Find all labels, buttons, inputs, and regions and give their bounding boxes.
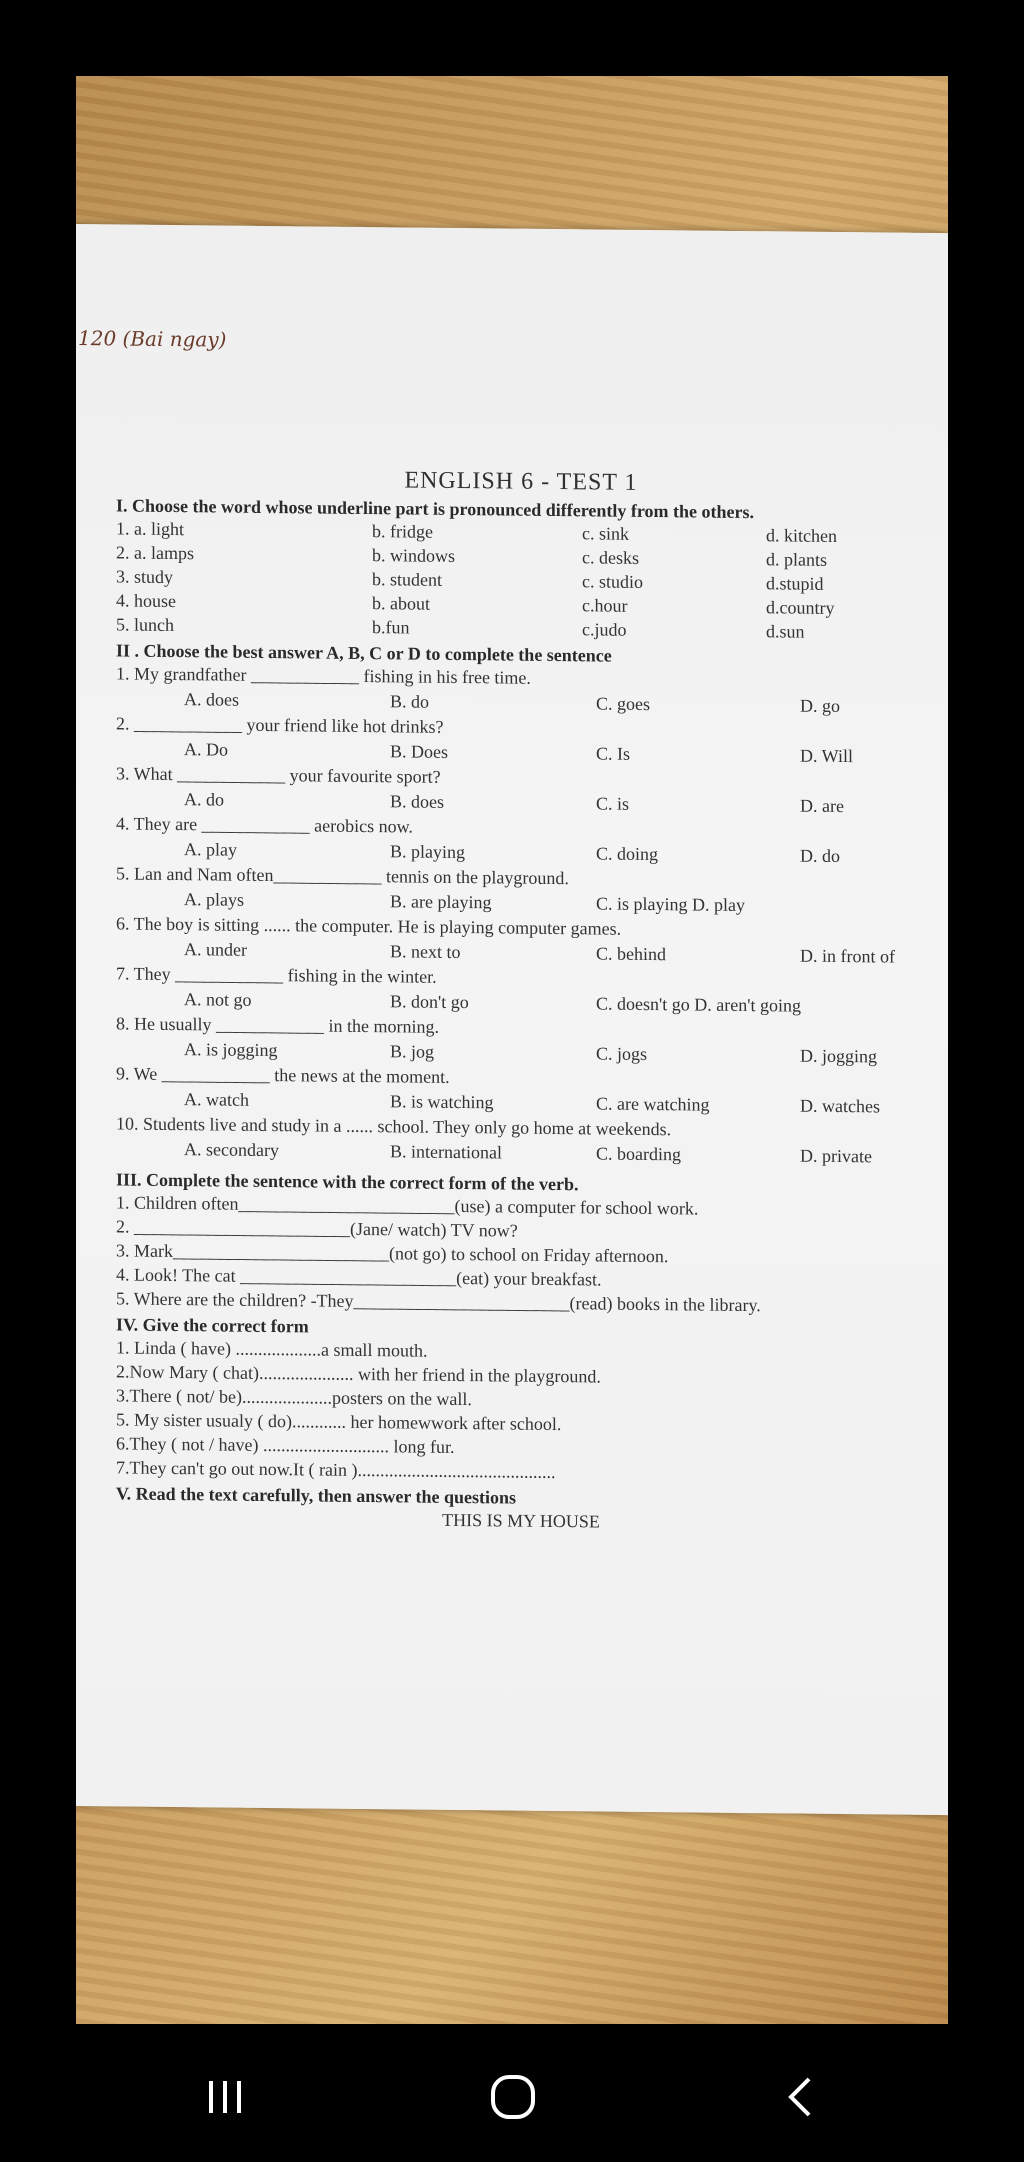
exercise-line: 5. Where are the children? -They________________________(read) books in the library. (116, 1288, 761, 1316)
answer-option: C. doing (596, 843, 659, 865)
answer-option: A. do (184, 789, 224, 810)
question-text: 2. ____________ your friend like hot drinks? (116, 713, 444, 737)
recent-apps-icon (203, 2077, 247, 2117)
answer-option: C. jogs (596, 1043, 648, 1064)
answer-option: C. is playing D. play (596, 893, 745, 916)
exercise-line: 5. My sister usualy ( do)............ her homewwork after school. (116, 1409, 562, 1435)
answer-option: B. next to (390, 941, 461, 963)
handwritten-note: 120 (Bai ngay) (78, 326, 227, 352)
answer-option: B. don't go (390, 991, 469, 1013)
answer-option: D. in front of (800, 945, 895, 967)
word-option: c. sink (582, 523, 629, 544)
recent-apps-button[interactable] (180, 2062, 270, 2132)
document-photo (76, 76, 948, 2024)
exercise-line: 3. Mark________________________(not go) to school on Friday afternoon. (116, 1240, 669, 1267)
test-title: ENGLISH 6 - TEST 1 (404, 467, 638, 496)
answer-option: B. do (390, 691, 430, 712)
answer-option: C. boarding (596, 1143, 681, 1165)
answer-option: A. plays (184, 889, 244, 910)
answer-option: B. are playing (390, 891, 492, 913)
answer-option: B. does (390, 791, 444, 812)
section-1-rows (116, 518, 926, 646)
answer-option: A. is jogging (184, 1039, 278, 1061)
question-text: 10. Students live and study in a ...... school. They only go home at weekends. (116, 1113, 672, 1140)
exercise-line: 2.Now Mary ( chat)..................... with her friend in the playground. (116, 1361, 601, 1387)
word-option: 3. study (116, 566, 174, 588)
answer-option: D. Will (800, 745, 853, 767)
answer-option: D. do (800, 845, 840, 867)
answer-option: C. is (596, 793, 630, 814)
answer-option: B. Does (390, 741, 448, 762)
section-5-heading: V. Read the text carefully, then answer the questions (116, 1483, 516, 1508)
test-paper (76, 224, 948, 1815)
answer-option: A. secondary (184, 1139, 279, 1161)
word-option: b.fun (372, 617, 410, 638)
word-option: d.sun (766, 621, 805, 642)
word-option: c. studio (582, 571, 643, 592)
exercise-line: 7.They can't go out now.It ( rain )............................................ (116, 1457, 556, 1483)
answer-option: A. play (184, 839, 237, 860)
answer-option: B. jog (390, 1041, 435, 1062)
question-text: 3. What ____________ your favourite sport? (116, 763, 441, 787)
word-option: b. fridge (372, 521, 433, 542)
section-1-heading: I. Choose the word whose underline part is pronounced differently from the others. (116, 495, 754, 523)
section-3-lines (116, 1192, 926, 1320)
answer-option: D. watches (800, 1095, 880, 1117)
answer-option: A. under (184, 939, 247, 960)
exercise-line: 4. Look! The cat ________________________(eat) your breakfast. (116, 1264, 602, 1290)
question-text: 5. Lan and Nam often____________ tennis on the playground. (116, 863, 569, 889)
section-2-heading: II . Choose the best answer A, B, C or D to complete the sentence (116, 640, 612, 666)
question-text: 4. They are ____________ aerobics now. (116, 813, 413, 837)
word-option: c.judo (582, 619, 627, 640)
section-3-heading: III. Complete the sentence with the correct form of the verb. (116, 1169, 579, 1195)
answer-option: D. go (800, 695, 840, 717)
exercise-line: 2. ________________________(Jane/ watch) TV now? (116, 1216, 518, 1241)
answer-option: C. doesn't go D. aren't going (596, 993, 801, 1016)
section-4-heading: IV. Give the correct form (116, 1314, 309, 1337)
question-text: 1. My grandfather ____________ fishing in his free time. (116, 663, 531, 688)
word-option: 2. a. lamps (116, 542, 194, 564)
word-option: 1. a. light (116, 518, 184, 540)
word-option: c.hour (582, 595, 628, 616)
reading-title: THIS IS MY HOUSE (442, 1509, 600, 1532)
android-nav-bar (0, 2024, 1024, 2162)
word-option: d.country (766, 597, 835, 618)
exercise-line: 3.There ( not/ be)....................posters on the wall. (116, 1385, 472, 1410)
word-option: b. about (372, 593, 430, 614)
answer-option: A. not go (184, 989, 252, 1010)
question-text: 6. The boy is sitting ...... the computer. He is playing computer games. (116, 913, 622, 939)
question-text: 9. We ____________ the news at the moment. (116, 1063, 450, 1087)
answer-option: D. jogging (800, 1045, 878, 1067)
answer-option: A. does (184, 689, 239, 710)
answer-option: C. Is (596, 743, 631, 764)
word-option: b. windows (372, 545, 456, 566)
exercise-line: 6.They ( not / have) ............................ long fur. (116, 1433, 455, 1457)
answer-option: A. Do (184, 739, 228, 760)
answer-option: B. international (390, 1141, 502, 1163)
answer-option: D. are (800, 795, 844, 817)
section-4-lines (116, 1337, 926, 1489)
back-icon (781, 2075, 821, 2119)
word-option: d.stupid (766, 573, 824, 594)
exercise-line: 1. Linda ( have) ...................a small mouth. (116, 1337, 428, 1361)
answer-option: A. watch (184, 1089, 249, 1110)
answer-option: D. private (800, 1145, 872, 1167)
home-icon (488, 2072, 538, 2122)
answer-option: C. are watching (596, 1093, 710, 1115)
answer-option: C. goes (596, 693, 650, 715)
word-option: d. plants (766, 549, 827, 570)
answer-option: B. is watching (390, 1091, 494, 1113)
question-text: 7. They ____________ fishing in the winter. (116, 963, 437, 987)
word-option: c. desks (582, 547, 639, 568)
answer-option: C. behind (596, 943, 666, 965)
word-option: b. student (372, 569, 442, 590)
home-button[interactable] (468, 2062, 558, 2132)
answer-option: B. playing (390, 841, 465, 863)
exercise-line: 1. Children often________________________(use) a computer for school work. (116, 1192, 699, 1219)
word-option: 4. house (116, 590, 176, 612)
question-text: 8. He usually ____________ in the morning. (116, 1013, 439, 1037)
back-button[interactable] (756, 2062, 846, 2132)
section-2-questions (116, 663, 926, 1171)
test-content (116, 464, 926, 1535)
word-option: 5. lunch (116, 614, 174, 636)
word-option: d. kitchen (766, 525, 837, 546)
